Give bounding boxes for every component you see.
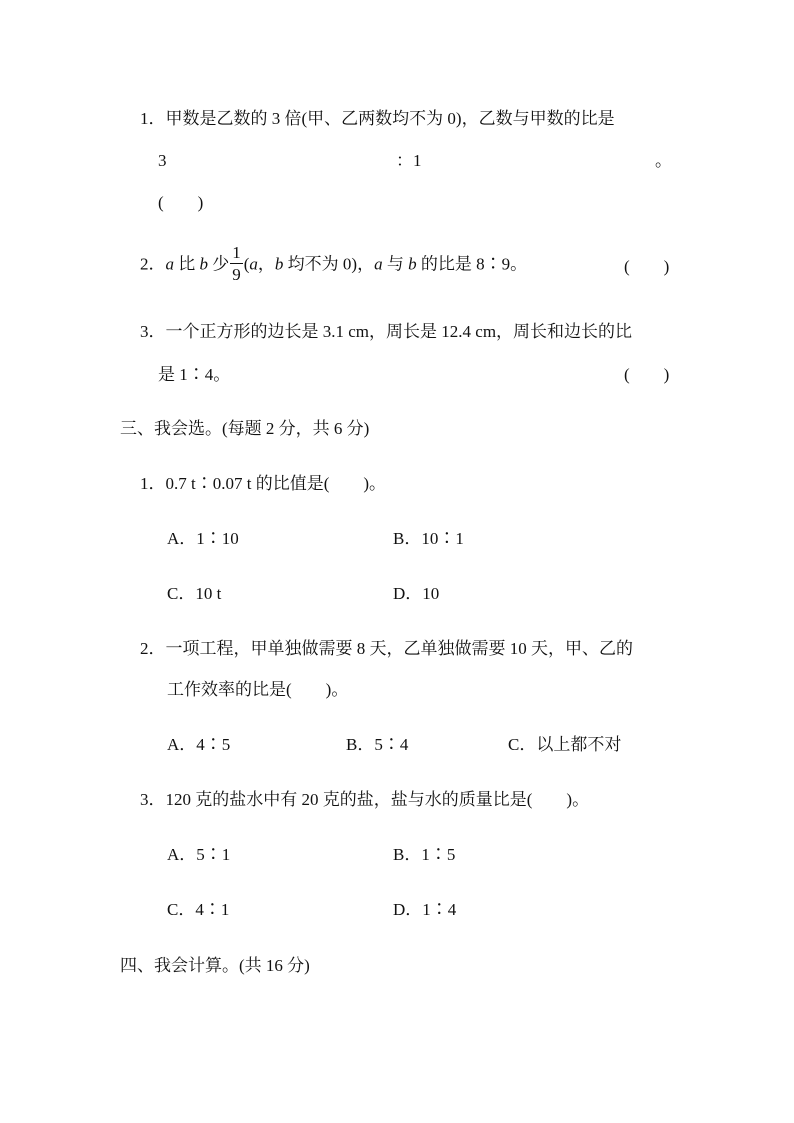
judge-q1-part-b: ：1 (396, 151, 422, 170)
judge-q3-answer-paren[interactable]: ( ) (624, 365, 670, 384)
var-b: b (199, 254, 208, 274)
fraction-denominator: 9 (232, 265, 241, 284)
question-number: 1． (140, 109, 166, 128)
var-b: b (274, 254, 284, 274)
choice-q3-option-b[interactable]: B．1∶5 (393, 845, 456, 864)
text-segment: ( (243, 254, 250, 274)
choice-q2-option-b[interactable]: B．5∶4 (346, 735, 409, 754)
choice-q2-option-a[interactable]: A．4∶5 (167, 735, 231, 754)
text-segment: 少 (208, 254, 230, 274)
text-segment: 的比是 8∶9。 (416, 254, 528, 274)
text-segment: 与 (382, 254, 409, 274)
choice-q3-option-a[interactable]: A．5∶1 (167, 845, 231, 864)
section-3-title: 三、我会选。(每题 2 分，共 6 分) (120, 419, 370, 438)
judge-q2-line (140, 243, 528, 285)
fraction-one-ninth (230, 244, 243, 283)
judge-q1-line1 (140, 110, 615, 127)
question-text: 0.7 t∶0.07 t 的比值是( )。 (165, 474, 387, 493)
choice-q1-option-b[interactable]: B．10∶1 (393, 529, 464, 548)
judge-q3-line2: 是 1∶4。 (158, 365, 231, 384)
fraction-numerator: 1 (232, 243, 241, 262)
var-a: a (249, 254, 258, 274)
judge-q3-line1 (140, 323, 632, 340)
question-text: 一项工程，甲单独做需要 8 天，乙单独做需要 10 天，甲、乙的 (165, 639, 633, 658)
var-a: a (374, 254, 383, 274)
judge-q2-answer-paren[interactable]: ( ) (624, 257, 670, 276)
judge-q1-answer-paren[interactable]: ( ) (158, 193, 204, 212)
text-segment: ， (257, 254, 275, 274)
choice-q1-option-c[interactable]: C．10 t (167, 584, 222, 603)
choice-q2-line1 (140, 640, 633, 657)
question-number: 3． (140, 322, 166, 341)
choice-q3-option-d[interactable]: D．1∶4 (393, 900, 457, 919)
question-text: 120 克的盐水中有 20 克的盐，盐与水的质量比是( )。 (165, 790, 590, 809)
question-number: 3． (140, 790, 166, 809)
question-number: 2． (140, 639, 166, 658)
choice-q3-option-c[interactable]: C．4∶1 (167, 900, 230, 919)
choice-q2-option-c[interactable]: C．以上都不对 (508, 735, 622, 754)
choice-q1-option-d[interactable]: D．10 (393, 584, 440, 603)
judge-q1-part-a: 3 (158, 151, 167, 170)
question-number: 1． (140, 474, 166, 493)
text-segment: 均不为 0)， (283, 254, 375, 274)
var-a: a (165, 254, 174, 274)
question-number: 2． (140, 254, 166, 274)
choice-q3-line (140, 791, 589, 808)
text-segment: 比 (174, 254, 200, 274)
section-4-title: 四、我会计算。(共 16 分) (120, 956, 310, 975)
var-b: b (408, 254, 417, 274)
judge-q1-part-c: 。 (655, 151, 672, 170)
choice-q1-line (140, 475, 386, 492)
question-text: 一个正方形的边长是 3.1 cm，周长是 12.4 cm，周长和边长的比 (165, 322, 633, 341)
choice-q2-line2: 工作效率的比是( )。 (167, 680, 349, 699)
question-text: 甲数是乙数的 3 倍(甲、乙两数均不为 0)，乙数与甲数的比是 (165, 109, 615, 128)
choice-q1-option-a[interactable]: A．1∶10 (167, 529, 239, 548)
